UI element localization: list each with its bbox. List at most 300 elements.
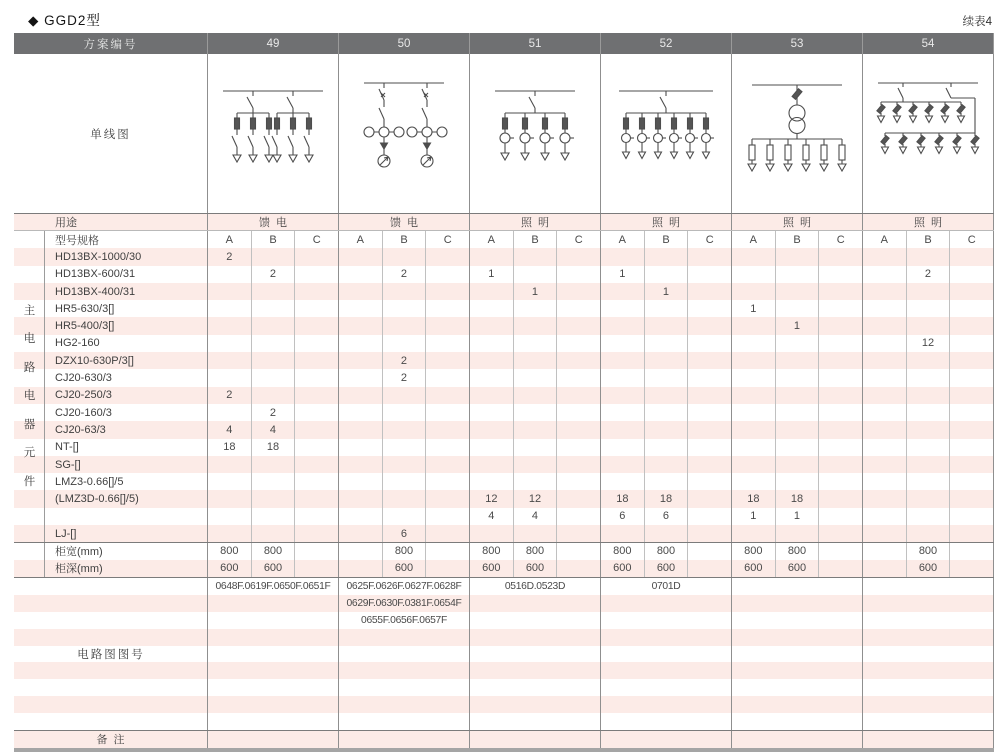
circuit-number-cell [601, 629, 732, 646]
value-cell [295, 456, 339, 473]
group-col-spacer [14, 560, 45, 577]
subcol-headers [208, 231, 994, 248]
value-cell [208, 508, 252, 525]
value-cell [732, 473, 776, 490]
value-cell [557, 473, 601, 490]
value-cell: 18 [601, 490, 645, 507]
value-cell [645, 266, 689, 283]
value-cell [557, 352, 601, 369]
title-bar [28, 9, 992, 29]
subcol-header: B [252, 231, 296, 248]
value-cell: 1 [601, 266, 645, 283]
subcol-header: A [339, 231, 383, 248]
value-cell [950, 266, 994, 283]
value-cell: 4 [514, 508, 558, 525]
spec-header-label: 型号规格 [45, 231, 208, 248]
table-row [14, 421, 994, 438]
value-cell [295, 560, 339, 577]
value-cell [383, 404, 427, 421]
value-cell [776, 439, 820, 456]
circuit-number-cell [601, 679, 732, 696]
scheme-number-header: 49 [208, 33, 339, 54]
value-cell [470, 387, 514, 404]
diagram-cell-51 [470, 54, 601, 213]
value-cell [252, 525, 296, 542]
value-cell [426, 369, 470, 386]
value-cell [645, 387, 689, 404]
row-values [208, 421, 994, 438]
circuit-row-label-pad [14, 578, 208, 595]
value-cell [688, 335, 732, 352]
value-cell [514, 525, 558, 542]
value-cell [645, 317, 689, 334]
table-row [14, 525, 994, 542]
value-cell [252, 490, 296, 507]
value-cell [252, 248, 296, 265]
row-label: HD13BX-400/31 [45, 283, 208, 300]
spec-header-row [14, 231, 994, 248]
row-values [208, 317, 994, 334]
value-cell [645, 335, 689, 352]
table-row [14, 317, 994, 334]
group-col-spacer [14, 231, 45, 248]
value-cell [426, 248, 470, 265]
value-cell [514, 456, 558, 473]
subcol-header: A [601, 231, 645, 248]
value-cell [776, 525, 820, 542]
value-cell [339, 369, 383, 386]
table-row [14, 387, 994, 404]
value-cell: 2 [208, 248, 252, 265]
value-cell [688, 439, 732, 456]
value-cell [819, 490, 863, 507]
value-cell [208, 352, 252, 369]
value-cell [208, 456, 252, 473]
value-cell [295, 248, 339, 265]
value-cell [950, 508, 994, 525]
value-cell [907, 369, 951, 386]
value-cell [732, 248, 776, 265]
value-cell [863, 248, 907, 265]
value-cell [645, 300, 689, 317]
value-cell [950, 317, 994, 334]
value-cell [295, 266, 339, 283]
subcol-header: C [950, 231, 994, 248]
circuit-number-cell: 0516D.0523D [470, 578, 601, 595]
circuit-number-row [14, 713, 994, 730]
value-cell [601, 473, 645, 490]
value-cell [863, 473, 907, 490]
circuit-number-cell [208, 646, 339, 663]
value-cell [383, 456, 427, 473]
row-label: (LMZ3D-0.66[]/5) [45, 490, 208, 507]
value-cell [557, 439, 601, 456]
circuit-number-cell [470, 713, 601, 730]
value-cell [950, 300, 994, 317]
value-cell [688, 508, 732, 525]
circuit-number-cell [863, 629, 994, 646]
value-cell [863, 317, 907, 334]
value-cell [252, 456, 296, 473]
value-cell [601, 283, 645, 300]
value-cell: 800 [645, 543, 689, 559]
circuit-number-cell [470, 696, 601, 713]
value-cell [950, 404, 994, 421]
circuit-number-cell [470, 612, 601, 629]
value-cell [295, 369, 339, 386]
value-cell [514, 317, 558, 334]
circuit-row-label-pad [14, 595, 208, 612]
circuit-number-cell [732, 646, 863, 663]
value-cell [470, 248, 514, 265]
value-cell [601, 456, 645, 473]
value-cell [383, 439, 427, 456]
table-row [14, 490, 994, 507]
circuit-number-cell [339, 679, 470, 696]
circuit-number-cell [339, 696, 470, 713]
value-cell [950, 387, 994, 404]
circuit-number-cell [863, 662, 994, 679]
main-circuit-components-group-label [14, 248, 45, 542]
value-cell [426, 525, 470, 542]
value-cell [426, 387, 470, 404]
value-cell [819, 560, 863, 577]
scheme-number-header: 51 [470, 33, 601, 54]
value-cell [426, 439, 470, 456]
value-cell [907, 525, 951, 542]
scheme-number-header: 53 [732, 33, 863, 54]
value-cell [776, 283, 820, 300]
circuit-row-cells [208, 612, 994, 629]
value-cell [950, 560, 994, 577]
value-cell [295, 543, 339, 559]
row-values [208, 525, 994, 542]
value-cell [426, 421, 470, 438]
value-cell [688, 283, 732, 300]
circuit-number-cell [863, 578, 994, 595]
table-row [14, 439, 994, 456]
table-row [14, 283, 994, 300]
value-cell [557, 335, 601, 352]
value-cell [426, 543, 470, 559]
value-cell [557, 543, 601, 559]
value-cell [776, 248, 820, 265]
subcol-header: A [863, 231, 907, 248]
row-values [208, 404, 994, 421]
circuit-number-row [14, 595, 994, 612]
value-cell [557, 490, 601, 507]
value-cell: 12 [470, 490, 514, 507]
value-cell [863, 439, 907, 456]
value-cell [950, 369, 994, 386]
circuit-number-cell [208, 713, 339, 730]
value-cell [339, 387, 383, 404]
value-cell [557, 300, 601, 317]
value-cell [470, 456, 514, 473]
circuit-number-cell [208, 696, 339, 713]
table-row [14, 266, 994, 283]
row-label: HG2-160 [45, 335, 208, 352]
circuit-row-label-pad [14, 696, 208, 713]
value-cell [776, 473, 820, 490]
value-cell [470, 283, 514, 300]
page-title: ◆ GGD2型 [28, 13, 101, 28]
table-row [14, 300, 994, 317]
row-label: LMZ3-0.66[]/5 [45, 473, 208, 490]
value-cell [383, 283, 427, 300]
circuit-number-cell [208, 629, 339, 646]
subcol-header: B [776, 231, 820, 248]
diagram-cell-53 [732, 54, 863, 213]
value-cell [601, 525, 645, 542]
value-cell [470, 421, 514, 438]
value-cell: 800 [383, 543, 427, 559]
row-label: HD13BX-600/31 [45, 266, 208, 283]
value-cell [732, 369, 776, 386]
subcol-header: C [557, 231, 601, 248]
row-label: HR5-400/3[] [45, 317, 208, 334]
value-cell [907, 473, 951, 490]
circuit-number-cell [863, 646, 994, 663]
value-cell [295, 387, 339, 404]
row-values [208, 473, 994, 490]
value-cell [907, 300, 951, 317]
value-cell [688, 525, 732, 542]
row-label: HR5-630/3[] [45, 300, 208, 317]
remark-cell [208, 731, 339, 748]
value-cell [907, 508, 951, 525]
value-cell [907, 490, 951, 507]
usage-values [208, 214, 994, 230]
value-cell [863, 490, 907, 507]
subcol-header: B [514, 231, 558, 248]
row-values [208, 456, 994, 473]
value-cell [645, 473, 689, 490]
subcol-header: A [208, 231, 252, 248]
value-cell: 600 [645, 560, 689, 577]
value-cell [426, 560, 470, 577]
value-cell [339, 300, 383, 317]
circuit-number-row [14, 578, 994, 595]
value-cell: 800 [601, 543, 645, 559]
value-cell [383, 490, 427, 507]
circuit-number-cell [339, 713, 470, 730]
value-cell [601, 421, 645, 438]
value-cell [819, 439, 863, 456]
circuit-number-row [14, 662, 994, 679]
table-row [14, 508, 994, 525]
value-cell [601, 248, 645, 265]
circuit-number-cell [601, 696, 732, 713]
circuit-number-row [14, 679, 994, 696]
value-cell [208, 335, 252, 352]
value-cell [950, 525, 994, 542]
circuit-number-cell [208, 595, 339, 612]
circuit-row-cells [208, 662, 994, 679]
group-col-spacer [14, 214, 45, 230]
value-cell [819, 266, 863, 283]
value-cell [339, 335, 383, 352]
group-label-char: 主 [23, 304, 36, 317]
value-cell [426, 404, 470, 421]
value-cell [601, 300, 645, 317]
value-cell [863, 283, 907, 300]
circuit-number-cell [732, 713, 863, 730]
value-cell: 600 [470, 560, 514, 577]
table-row [14, 542, 994, 559]
value-cell [295, 404, 339, 421]
circuit-row-cells [208, 713, 994, 730]
group-label-char: 件 [23, 475, 36, 488]
value-cell [295, 421, 339, 438]
value-cell [732, 266, 776, 283]
value-cell [208, 404, 252, 421]
value-cell [514, 369, 558, 386]
value-cell [514, 266, 558, 283]
value-cell [208, 283, 252, 300]
circuit-section-label: 电路图图号 [77, 648, 145, 661]
usage-cell: 照明 [863, 214, 994, 230]
value-cell [295, 283, 339, 300]
circuit-number-cell [601, 662, 732, 679]
remark-cell [339, 731, 470, 748]
circuit-number-cell [470, 662, 601, 679]
circuit-number-cell [339, 662, 470, 679]
circuit-number-cell [863, 696, 994, 713]
row-label: LJ-[] [45, 525, 208, 542]
circuit-number-cell: 0629F.0630F.0381F.0654F [339, 595, 470, 612]
value-cell [426, 283, 470, 300]
row-values [208, 543, 994, 559]
table-row [14, 456, 994, 473]
value-cell [208, 317, 252, 334]
circuit-row-label-pad [14, 629, 208, 646]
circuit-row-label-pad [14, 646, 208, 663]
value-cell [426, 335, 470, 352]
row-values [208, 508, 994, 525]
value-cell [688, 352, 732, 369]
subcol-header: C [295, 231, 339, 248]
single-line-diagram-50 [339, 69, 469, 199]
value-cell [252, 300, 296, 317]
row-values [208, 300, 994, 317]
value-cell: 12 [907, 335, 951, 352]
scheme-number-header: 54 [863, 33, 994, 54]
value-cell [426, 266, 470, 283]
subcol-header: C [426, 231, 470, 248]
circuit-number-cell [732, 696, 863, 713]
value-cell [339, 317, 383, 334]
value-cell [514, 387, 558, 404]
subcol-header: A [732, 231, 776, 248]
value-cell [383, 421, 427, 438]
value-cell [252, 387, 296, 404]
group-col-spacer [14, 543, 45, 559]
usage-row [14, 213, 994, 231]
value-cell: 2 [383, 369, 427, 386]
table-row [14, 352, 994, 369]
row-values [208, 335, 994, 352]
single-line-diagram-52 [601, 69, 731, 199]
circuit-number-cell [470, 595, 601, 612]
value-cell [819, 335, 863, 352]
value-cell: 800 [732, 543, 776, 559]
value-cell [426, 473, 470, 490]
circuit-number-cell [339, 629, 470, 646]
value-cell [819, 421, 863, 438]
value-cell [732, 283, 776, 300]
subcol-header: A [470, 231, 514, 248]
value-cell [776, 335, 820, 352]
value-cell [819, 387, 863, 404]
table-bottom-bar [14, 748, 994, 752]
value-cell: 600 [776, 560, 820, 577]
value-cell: 2 [907, 266, 951, 283]
value-cell [339, 560, 383, 577]
circuit-row-cells [208, 679, 994, 696]
value-cell [776, 266, 820, 283]
diagram-row-label: 单线图 [14, 54, 208, 213]
value-cell [776, 300, 820, 317]
value-cell [907, 404, 951, 421]
value-cell: 1 [645, 283, 689, 300]
value-cell [383, 248, 427, 265]
value-cell [470, 369, 514, 386]
value-cell [950, 439, 994, 456]
circuit-number-section [14, 577, 994, 730]
value-cell [863, 508, 907, 525]
value-cell [863, 560, 907, 577]
value-cell [557, 369, 601, 386]
value-cell [688, 369, 732, 386]
scheme-number-header: 52 [601, 33, 732, 54]
value-cell [863, 352, 907, 369]
value-cell [819, 473, 863, 490]
circuit-number-cell: 0655F.0656F.0657F [339, 612, 470, 629]
value-cell [863, 335, 907, 352]
circuit-number-cell: 0648F.0619F.0650F.0651F [208, 578, 339, 595]
circuit-row-cells [208, 629, 994, 646]
row-label: CJ20-250/3 [45, 387, 208, 404]
value-cell [295, 335, 339, 352]
value-cell [645, 248, 689, 265]
value-cell: 800 [470, 543, 514, 559]
value-cell [688, 266, 732, 283]
value-cell [776, 369, 820, 386]
row-label: DZX10-630P/3[] [45, 352, 208, 369]
value-cell: 600 [208, 560, 252, 577]
row-values [208, 369, 994, 386]
value-cell [601, 439, 645, 456]
value-cell [950, 490, 994, 507]
value-cell [950, 421, 994, 438]
diagram-cell-50 [339, 54, 470, 213]
value-cell [732, 404, 776, 421]
circuit-number-cell [470, 646, 601, 663]
value-cell [339, 490, 383, 507]
circuit-number-row [14, 646, 994, 663]
value-cell: 12 [514, 490, 558, 507]
circuit-row-cells [208, 595, 994, 612]
usage-cell: 照明 [732, 214, 863, 230]
value-cell: 4 [208, 421, 252, 438]
value-cell [732, 525, 776, 542]
circuit-number-cell [208, 662, 339, 679]
row-label [45, 508, 208, 525]
continued-table-label: 续表4 [962, 16, 992, 28]
value-cell [732, 317, 776, 334]
value-cell [557, 266, 601, 283]
